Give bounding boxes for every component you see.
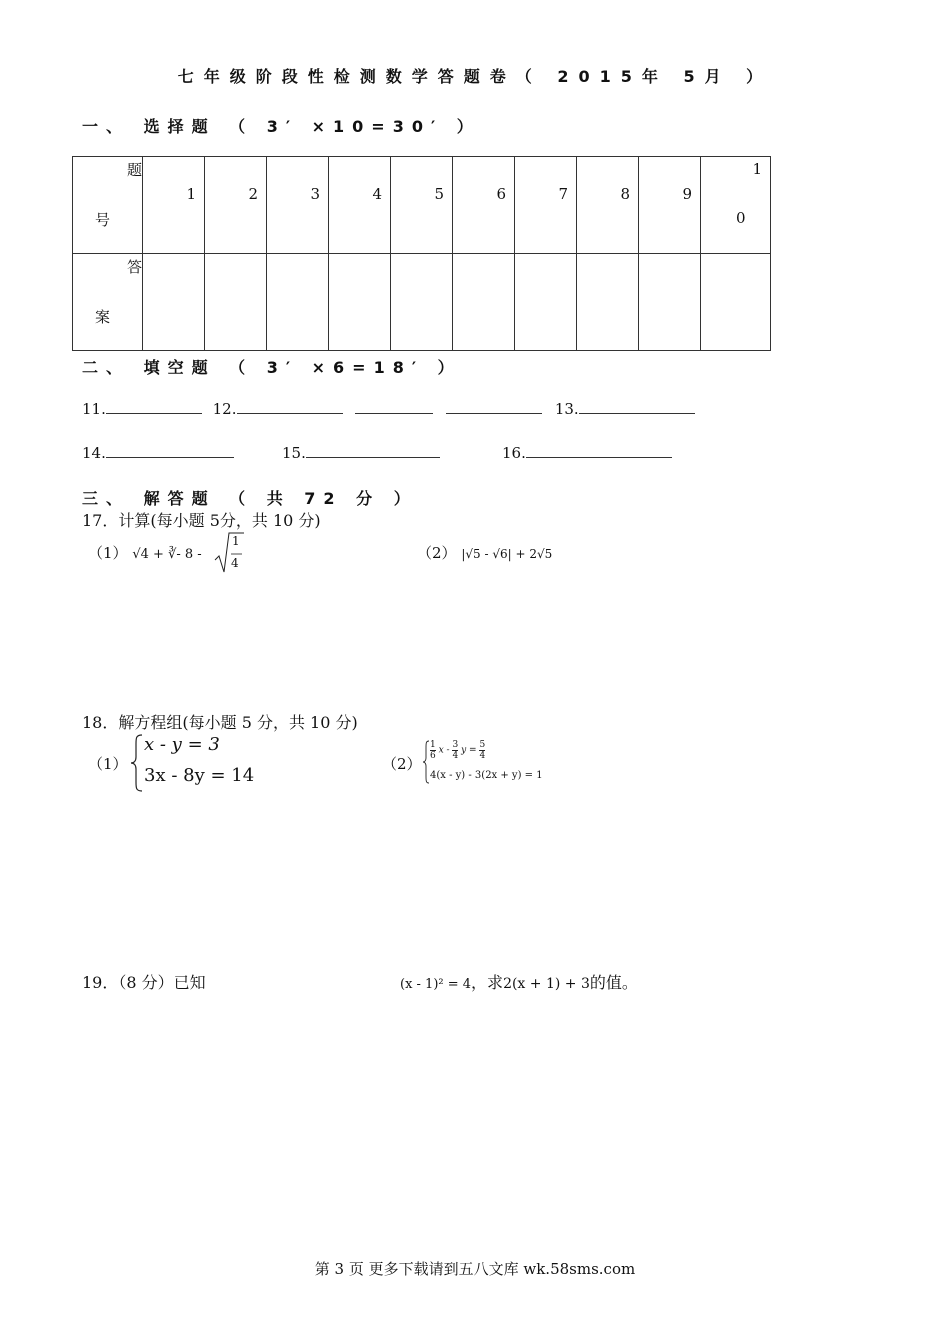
- q18-part2-eq1: [430, 740, 485, 761]
- question-number: 1: [186, 185, 196, 203]
- question-number-cell: [453, 157, 515, 254]
- frac-num: 1: [430, 740, 436, 750]
- question-number: 0: [736, 209, 746, 227]
- answer-cell[interactable]: [577, 254, 639, 351]
- q17-part1: [88, 542, 202, 563]
- section2-heading: 二、 填空题 （ 3′ ×6=18′ ）: [82, 358, 462, 377]
- frac-den: 4: [479, 751, 486, 761]
- question-number-cell: [515, 157, 577, 254]
- answer-cell[interactable]: [143, 254, 205, 351]
- q12-blank-3[interactable]: [446, 399, 542, 414]
- question-number: 8: [620, 185, 630, 203]
- q17-part1-label: （1）: [88, 544, 128, 562]
- q17-part2-expr: |√5 - √6| + 2√5: [461, 547, 553, 561]
- label-text: 答: [126, 258, 142, 276]
- eq-text: x -: [438, 745, 450, 756]
- q15-blank[interactable]: [306, 443, 440, 458]
- answer-cell[interactable]: [515, 254, 577, 351]
- q16-label: 16.: [502, 444, 526, 462]
- q15-label: 15.: [282, 444, 306, 462]
- label-text: 案: [95, 308, 111, 326]
- question-number-cell: [329, 157, 391, 254]
- question-number: 6: [496, 185, 506, 203]
- label-text: 号: [95, 211, 111, 229]
- q11-blank[interactable]: [106, 399, 202, 414]
- fill-row-1: [82, 399, 695, 418]
- q18-part1-eq1: x - y = 3: [144, 734, 220, 755]
- page-footer: 第 3 页 更多下载请到五八文库 wk.58sms.com: [314, 1260, 636, 1278]
- row-label-answer: [73, 254, 143, 351]
- question-number: 2: [248, 185, 258, 203]
- q13-blank[interactable]: [579, 399, 695, 414]
- q17-title: 17．计算(每小题 5分，共 10 分): [82, 511, 321, 530]
- frac-den: 6: [430, 751, 436, 761]
- question-number-cell: [701, 157, 771, 254]
- q18-part2-label: （2）: [382, 755, 422, 773]
- label-text: 题: [126, 161, 142, 179]
- section1-heading: 一、 选择题 （ 3′ ×10=30′ ）: [82, 117, 481, 136]
- frac-num: 3: [452, 740, 459, 750]
- page-title: 七年级阶段性检测数学答题卷（ 2015年 5月 ）: [177, 67, 773, 86]
- fill-row-2b: [282, 443, 440, 462]
- eq-text: y =: [461, 745, 477, 756]
- q12-blank-1[interactable]: [237, 399, 343, 414]
- question-number-cell: [639, 157, 701, 254]
- answer-cell[interactable]: [391, 254, 453, 351]
- left-brace-icon: [422, 740, 430, 784]
- q14-label: 14.: [82, 444, 106, 462]
- answer-table: [72, 156, 771, 351]
- section3-heading: 三、 解答题 （ 共 72 分 ）: [82, 489, 418, 508]
- question-number-cell: [577, 157, 639, 254]
- question-number: 4: [372, 185, 382, 203]
- q17-frac-num: 1: [232, 534, 240, 548]
- question-number: 3: [310, 185, 320, 203]
- q13-label: 13.: [554, 400, 579, 418]
- left-brace-icon: [130, 734, 144, 792]
- question-number-cell: [267, 157, 329, 254]
- q19-expr: (x - 1)² = 4: [400, 977, 472, 992]
- row-label-number: [73, 157, 143, 254]
- q17-part2: [417, 542, 552, 563]
- table-row-answers: [73, 254, 771, 351]
- q14-blank[interactable]: [106, 443, 234, 458]
- q11-label: 11.: [82, 400, 106, 418]
- q18-part1-label: （1）: [88, 755, 128, 773]
- table-row-numbers: [73, 157, 771, 254]
- q17-part1-expr: √4 + ∛- 8 -: [132, 547, 202, 562]
- frac-den: 4: [452, 751, 459, 761]
- question-number: 9: [682, 185, 692, 203]
- answer-cell[interactable]: [329, 254, 391, 351]
- q17-part2-label: （2）: [417, 544, 457, 562]
- question-number-cell: [143, 157, 205, 254]
- answer-cell[interactable]: [267, 254, 329, 351]
- q12-label: 12.: [212, 400, 237, 418]
- q19-expr2: 2(x + 1) + 3: [503, 976, 590, 992]
- q19-middle: ，求: [471, 973, 504, 992]
- answer-cell[interactable]: [701, 254, 771, 351]
- q16-blank[interactable]: [526, 443, 672, 458]
- q19-body: [400, 970, 638, 993]
- fill-row-2: [82, 443, 234, 462]
- question-number-cell: [205, 157, 267, 254]
- question-number-cell: [391, 157, 453, 254]
- q17-frac-den: 4: [231, 556, 239, 570]
- question-number: 5: [434, 185, 444, 203]
- q18-part1-eq2: 3x - 8y = 14: [144, 765, 255, 786]
- answer-cell[interactable]: [453, 254, 515, 351]
- answer-cell[interactable]: [205, 254, 267, 351]
- question-number: 1: [752, 160, 762, 178]
- q19-suffix: 的值。: [589, 973, 638, 992]
- question-number: 7: [558, 185, 568, 203]
- q19-prefix: 19．（8 分）已知: [82, 973, 206, 992]
- answer-cell[interactable]: [639, 254, 701, 351]
- q12-blank-2[interactable]: [355, 399, 433, 414]
- fill-row-2c: [502, 443, 672, 462]
- frac-num: 5: [479, 740, 486, 750]
- q18-title: 18．解方程组(每小题 5 分，共 10 分): [82, 713, 358, 732]
- q18-part2-eq2: 4(x - y) - 3(2x + y) = 1: [430, 770, 543, 781]
